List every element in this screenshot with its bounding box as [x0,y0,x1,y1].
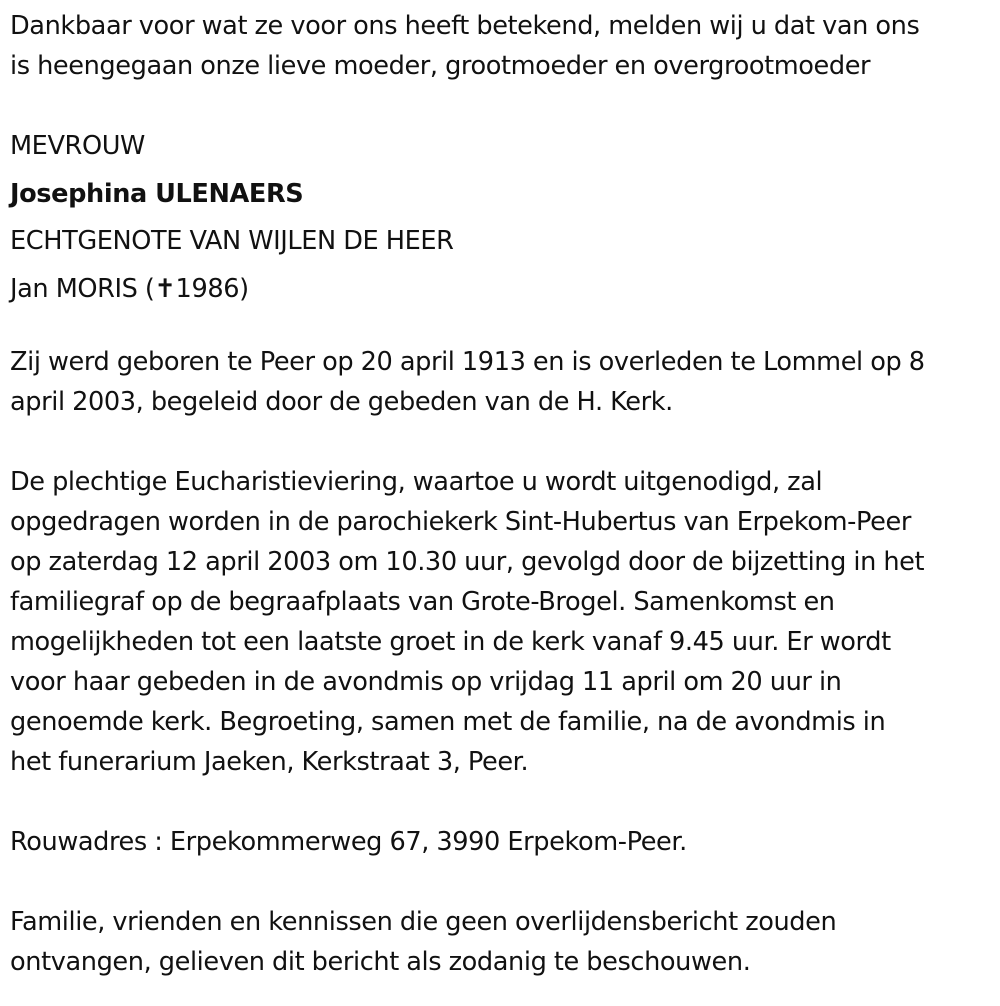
spouse-line: Jan MORIS (✝1986) [10,274,249,304]
intro-paragraph [10,6,994,86]
salutation: MEVROUW [10,131,145,161]
birth-death-paragraph [10,342,994,422]
ceremony-line-7: genoemde kerk. Begroeting, samen met de familie, na de avondmis in [10,707,886,737]
intro-line-2: is heengegaan onze lieve moeder, grootmoeder en overgrootmoeder [10,51,871,81]
intro-line-1: Dankbaar voor wat ze voor ons heeft betekend, melden wij u dat van ons [10,11,920,41]
ceremony-line-5: mogelijkheden tot een laatste groet in de kerk vanaf 9.45 uur. Er wordt [10,627,891,657]
paragraph-spacer [10,862,994,902]
address-paragraph [10,822,994,862]
paragraph-spacer [10,86,994,126]
ceremony-line-4: familiegraf op de begraafplaats van Grote-Brogel. Samenkomst en [10,587,835,617]
deceased-name: Josephina ULENAERS [10,179,304,209]
birth-death-line-2: april 2003, begeleid door de gebeden van de H. Kerk. [10,387,673,417]
paragraph-spacer [10,309,994,342]
ceremony-paragraph [10,462,994,782]
ceremony-line-2: opgedragen worden in de parochiekerk Sint-Hubertus van Erpekom-Peer [10,507,911,537]
relation-line: ECHTGENOTE VAN WIJLEN DE HEER [10,226,454,256]
closing-line-2: ontvangen, gelieven dit bericht als zodanig te beschouwen. [10,947,751,977]
paragraph-spacer [10,782,994,822]
closing-paragraph [10,902,994,982]
birth-death-line-1: Zij werd geboren te Peer op 20 april 1913 en is overleden te Lommel op 8 [10,347,925,377]
ceremony-line-1: De plechtige Eucharistieviering, waartoe u wordt uitgenodigd, zal [10,467,823,497]
obituary-notice [10,6,994,982]
ceremony-line-3: op zaterdag 12 april 2003 om 10.30 uur, gevolgd door de bijzetting in het [10,547,925,577]
paragraph-spacer [10,422,994,462]
closing-line-1: Familie, vrienden en kennissen die geen overlijdensbericht zouden [10,907,837,937]
deceased-block [10,126,994,309]
ceremony-line-6: voor haar gebeden in de avondmis op vrijdag 11 april om 20 uur in [10,667,842,697]
ceremony-line-8: het funerarium Jaeken, Kerkstraat 3, Peer. [10,747,529,777]
mourning-address: Rouwadres : Erpekommerweg 67, 3990 Erpekom-Peer. [10,827,687,857]
